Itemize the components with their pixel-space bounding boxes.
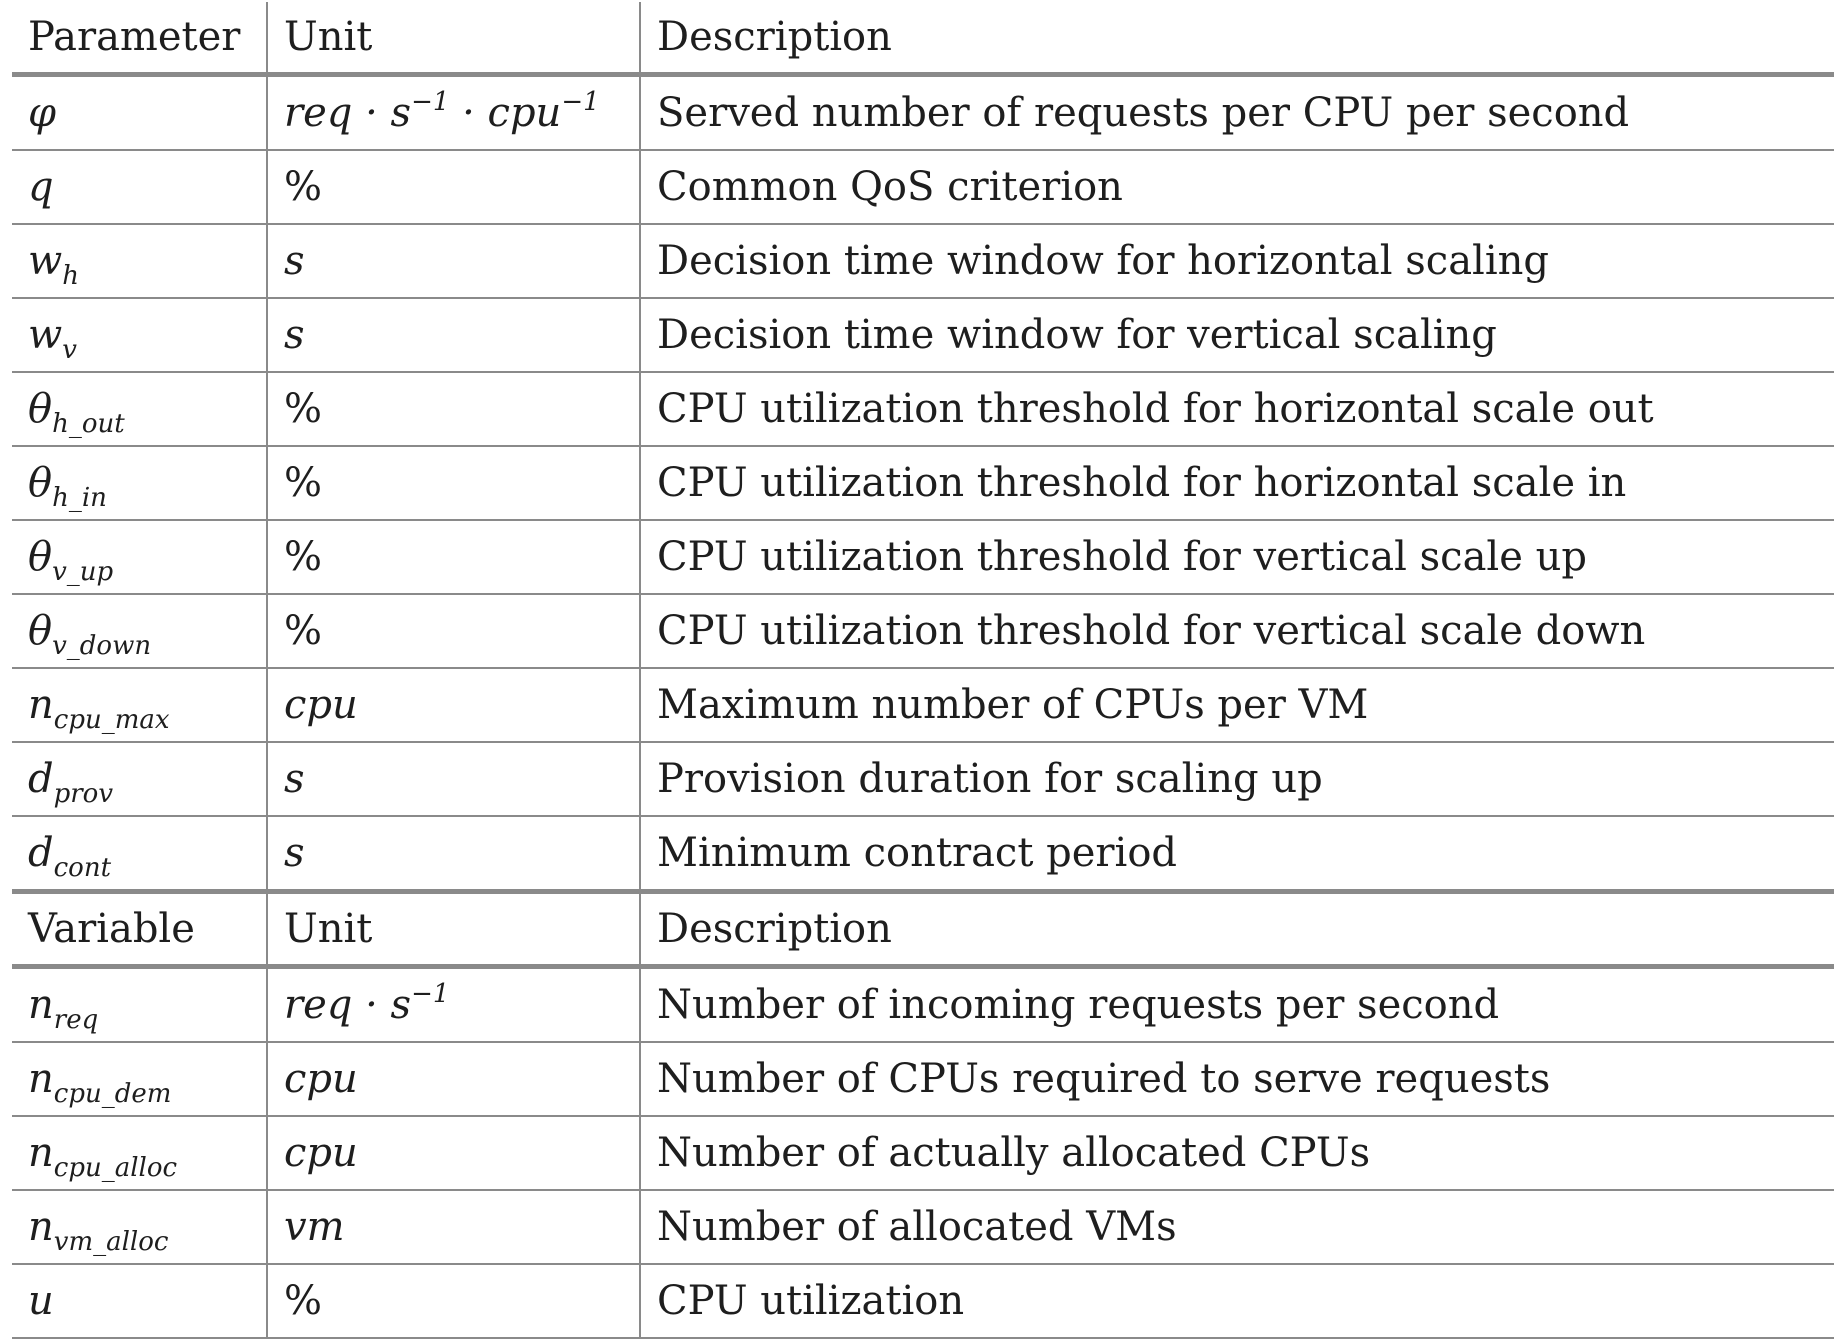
parameter-symbol: $d_{prov}$	[12, 742, 267, 816]
variable-unit: vm	[267, 1190, 640, 1264]
variable-row	[12, 1116, 1834, 1190]
parameter-row	[12, 150, 1834, 224]
variable-description: CPU utilization	[640, 1264, 1834, 1338]
header-unit: Unit	[267, 892, 640, 967]
parameter-symbol: $\theta_{h\_out}$	[12, 372, 267, 446]
parameter-description: Decision time window for vertical scaling	[640, 298, 1834, 372]
parameter-row	[12, 75, 1834, 151]
parameter-description: Minimum contract period	[640, 816, 1834, 892]
parameter-description: Maximum number of CPUs per VM	[640, 668, 1834, 742]
parameter-symbol: $n_{cpu\_max}$	[12, 668, 267, 742]
parameter-symbol: $w_v$	[12, 298, 267, 372]
parameter-table	[12, 2, 1834, 1339]
header-variable: Variable	[12, 892, 267, 967]
variable-symbol: $n_{cpu\_alloc}$	[12, 1116, 267, 1190]
parameter-unit: s	[267, 224, 640, 298]
parameters-header-row	[12, 2, 1834, 75]
parameter-row	[12, 742, 1834, 816]
parameter-unit: %	[267, 446, 640, 520]
variable-unit: cpu	[267, 1116, 640, 1190]
variables-header-row	[12, 892, 1834, 967]
variable-row	[12, 1042, 1834, 1116]
parameter-description: CPU utilization threshold for vertical scale down	[640, 594, 1834, 668]
parameter-row	[12, 594, 1834, 668]
variable-unit: req · $s^{-1}$	[267, 967, 640, 1043]
header-description: Description	[640, 2, 1834, 75]
variable-row	[12, 1264, 1834, 1338]
variable-symbol: u	[12, 1264, 267, 1338]
header-description: Description	[640, 892, 1834, 967]
variable-unit: cpu	[267, 1042, 640, 1116]
variable-unit: %	[267, 1264, 640, 1338]
variable-symbol: $n_{req}$	[12, 967, 267, 1043]
parameter-unit: s	[267, 816, 640, 892]
parameters-section	[12, 75, 1834, 892]
parameter-description: CPU utilization threshold for vertical scale up	[640, 520, 1834, 594]
parameter-unit: s	[267, 742, 640, 816]
header-parameter: Parameter	[12, 2, 267, 75]
parameter-symbol: $\theta_{v\_up}$	[12, 520, 267, 594]
parameter-unit: %	[267, 372, 640, 446]
parameter-description: Provision duration for scaling up	[640, 742, 1834, 816]
parameter-symbol: $\theta_{h\_in}$	[12, 446, 267, 520]
parameter-unit: %	[267, 520, 640, 594]
variable-description: Number of incoming requests per second	[640, 967, 1834, 1043]
parameter-symbol: $w_h$	[12, 224, 267, 298]
parameter-unit: cpu	[267, 668, 640, 742]
parameter-symbol: φ	[12, 75, 267, 151]
parameter-unit: %	[267, 150, 640, 224]
variable-symbol: $n_{vm\_alloc}$	[12, 1190, 267, 1264]
variable-row	[12, 967, 1834, 1043]
variables-section	[12, 967, 1834, 1339]
parameter-unit: s	[267, 298, 640, 372]
parameter-description: CPU utilization threshold for horizontal scale in	[640, 446, 1834, 520]
parameter-row	[12, 224, 1834, 298]
parameter-symbol: $\theta_{v\_down}$	[12, 594, 267, 668]
parameter-unit: req · $s^{-1} \cdot cpu^{-1}$	[267, 75, 640, 151]
variable-description: Number of CPUs required to serve requests	[640, 1042, 1834, 1116]
parameter-row	[12, 372, 1834, 446]
variable-row	[12, 1190, 1834, 1264]
variable-symbol: $n_{cpu\_dem}$	[12, 1042, 267, 1116]
parameter-row	[12, 668, 1834, 742]
parameter-row	[12, 446, 1834, 520]
variable-description: Number of actually allocated CPUs	[640, 1116, 1834, 1190]
parameter-symbol: $d_{cont}$	[12, 816, 267, 892]
parameter-unit: %	[267, 594, 640, 668]
parameter-description: Decision time window for horizontal scaling	[640, 224, 1834, 298]
variable-description: Number of allocated VMs	[640, 1190, 1834, 1264]
parameter-description: CPU utilization threshold for horizontal scale out	[640, 372, 1834, 446]
parameter-row	[12, 816, 1834, 892]
header-unit: Unit	[267, 2, 640, 75]
parameter-description: Served number of requests per CPU per second	[640, 75, 1834, 151]
parameter-row	[12, 520, 1834, 594]
parameter-row	[12, 298, 1834, 372]
parameter-description: Common QoS criterion	[640, 150, 1834, 224]
parameter-symbol: q	[12, 150, 267, 224]
